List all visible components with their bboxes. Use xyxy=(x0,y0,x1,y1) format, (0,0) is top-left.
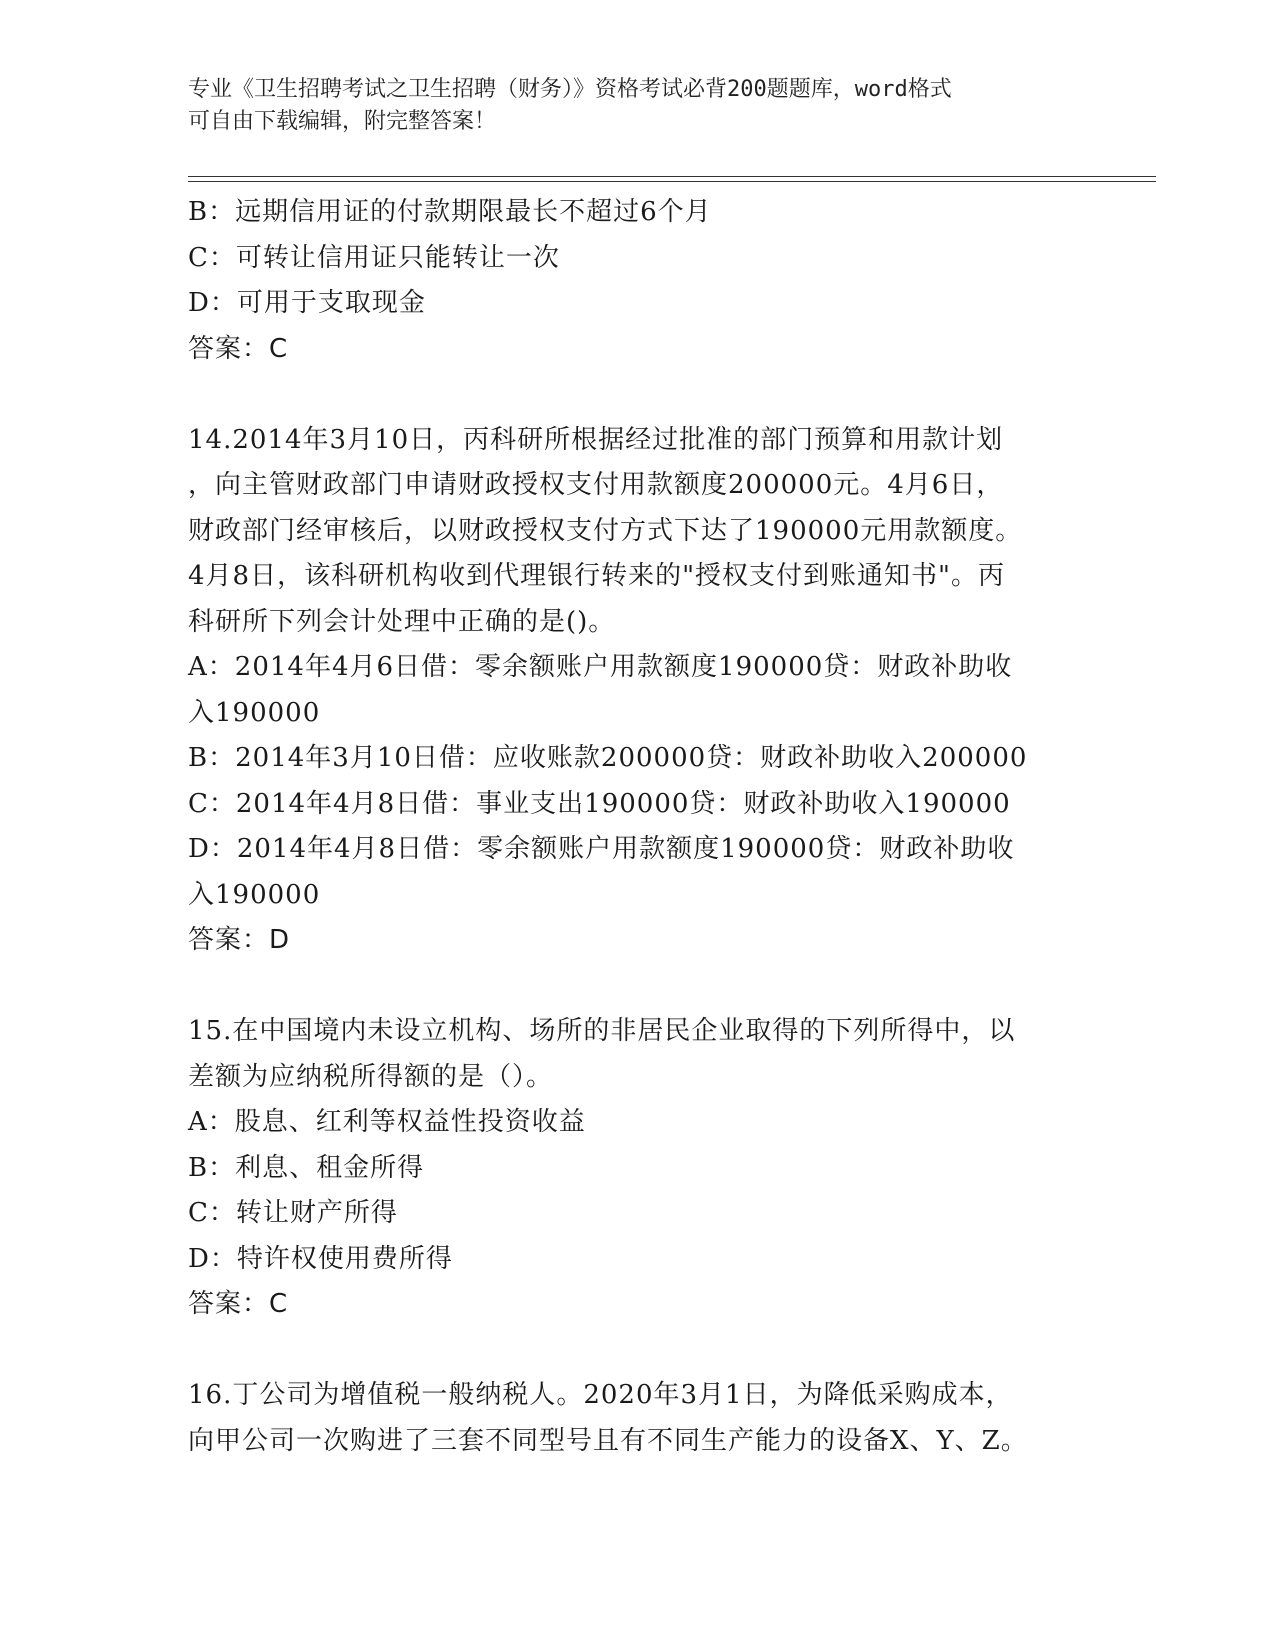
spacer xyxy=(188,964,1088,1010)
header-rule-top xyxy=(188,176,1156,177)
stem-line: 科研所下列会计处理中正确的是()。 xyxy=(188,606,616,637)
stem-line: 差额为应纳税所得额的是（）。 xyxy=(188,1061,554,1092)
option-c: C：2014年4月8日借：事业支出190000贷：财政补助收入190000 xyxy=(188,788,1011,819)
stem-line: 4月8日，该科研机构收到代理银行转来的"授权支付到账通知书"。丙 xyxy=(188,561,1006,591)
spacer xyxy=(188,1328,1088,1374)
question-content xyxy=(188,190,1088,1464)
stem-line: 向甲公司一次购进了三套不同型号且有不同生产能力的设备X、Y、Z。 xyxy=(188,1425,1028,1456)
spacer xyxy=(188,372,1088,418)
header-rule-bottom xyxy=(188,181,1156,182)
option-b: B：2014年3月10日借：应收账款200000贷：财政补助收入200000 xyxy=(188,743,1028,773)
stem-line: 14.2014年3月10日，丙科研所根据经过批准的部门预算和用款计划 xyxy=(188,424,1004,455)
stem-line: 财政部门经审核后，以财政授权支付方式下达了190000元用款额度。 xyxy=(188,515,1023,546)
question-15-stem xyxy=(188,1009,1088,1100)
option-a: A：股息、红利等权益性投资收益 xyxy=(188,1107,586,1137)
stem-line: 15.在中国境内未设立机构、场所的非居民企业取得的下列所得中，以 xyxy=(188,1016,1016,1046)
question-15-answer: 答案：C xyxy=(188,1289,289,1319)
option-d-continued: 入190000 xyxy=(188,879,321,910)
option-c: C：转让财产所得 xyxy=(188,1198,398,1228)
stem-line: ，向主管财政部门申请财政授权支付用款额度200000元。4月6日， xyxy=(188,470,1004,500)
option-a: A：2014年4月6日借：零余额账户用款额度190000贷：财政补助收 xyxy=(188,652,1013,682)
option-a-continued: 入190000 xyxy=(188,697,321,728)
option-d: D：2014年4月8日借：零余额账户用款额度190000贷：财政补助收 xyxy=(188,834,1015,864)
document-header xyxy=(188,74,1088,138)
question-13-options xyxy=(188,190,1088,327)
question-15-options xyxy=(188,1100,1088,1282)
option-d: D：可用于支取现金 xyxy=(188,288,426,318)
option-b: B：利息、租金所得 xyxy=(188,1152,425,1183)
question-14-stem xyxy=(188,418,1088,646)
option-b: B：远期信用证的付款期限最长不超过6个月 xyxy=(188,197,712,227)
question-14-options xyxy=(188,645,1088,918)
option-c: C：可转让信用证只能转让一次 xyxy=(188,242,560,273)
stem-line: 16.丁公司为增值税一般纳税人。2020年3月1日，为降低采购成本， xyxy=(188,1380,1013,1410)
header-line-1: 专业《卫生招聘考试之卫生招聘（财务）》资格考试必背200题题库，word格式 xyxy=(188,77,952,102)
question-14-answer: 答案：D xyxy=(188,925,291,955)
option-d: D：特许权使用费所得 xyxy=(188,1243,453,1274)
header-line-2: 可自由下载编辑，附完整答案！ xyxy=(188,109,497,134)
question-16-stem xyxy=(188,1373,1088,1464)
question-13-answer: 答案：C xyxy=(188,333,289,364)
